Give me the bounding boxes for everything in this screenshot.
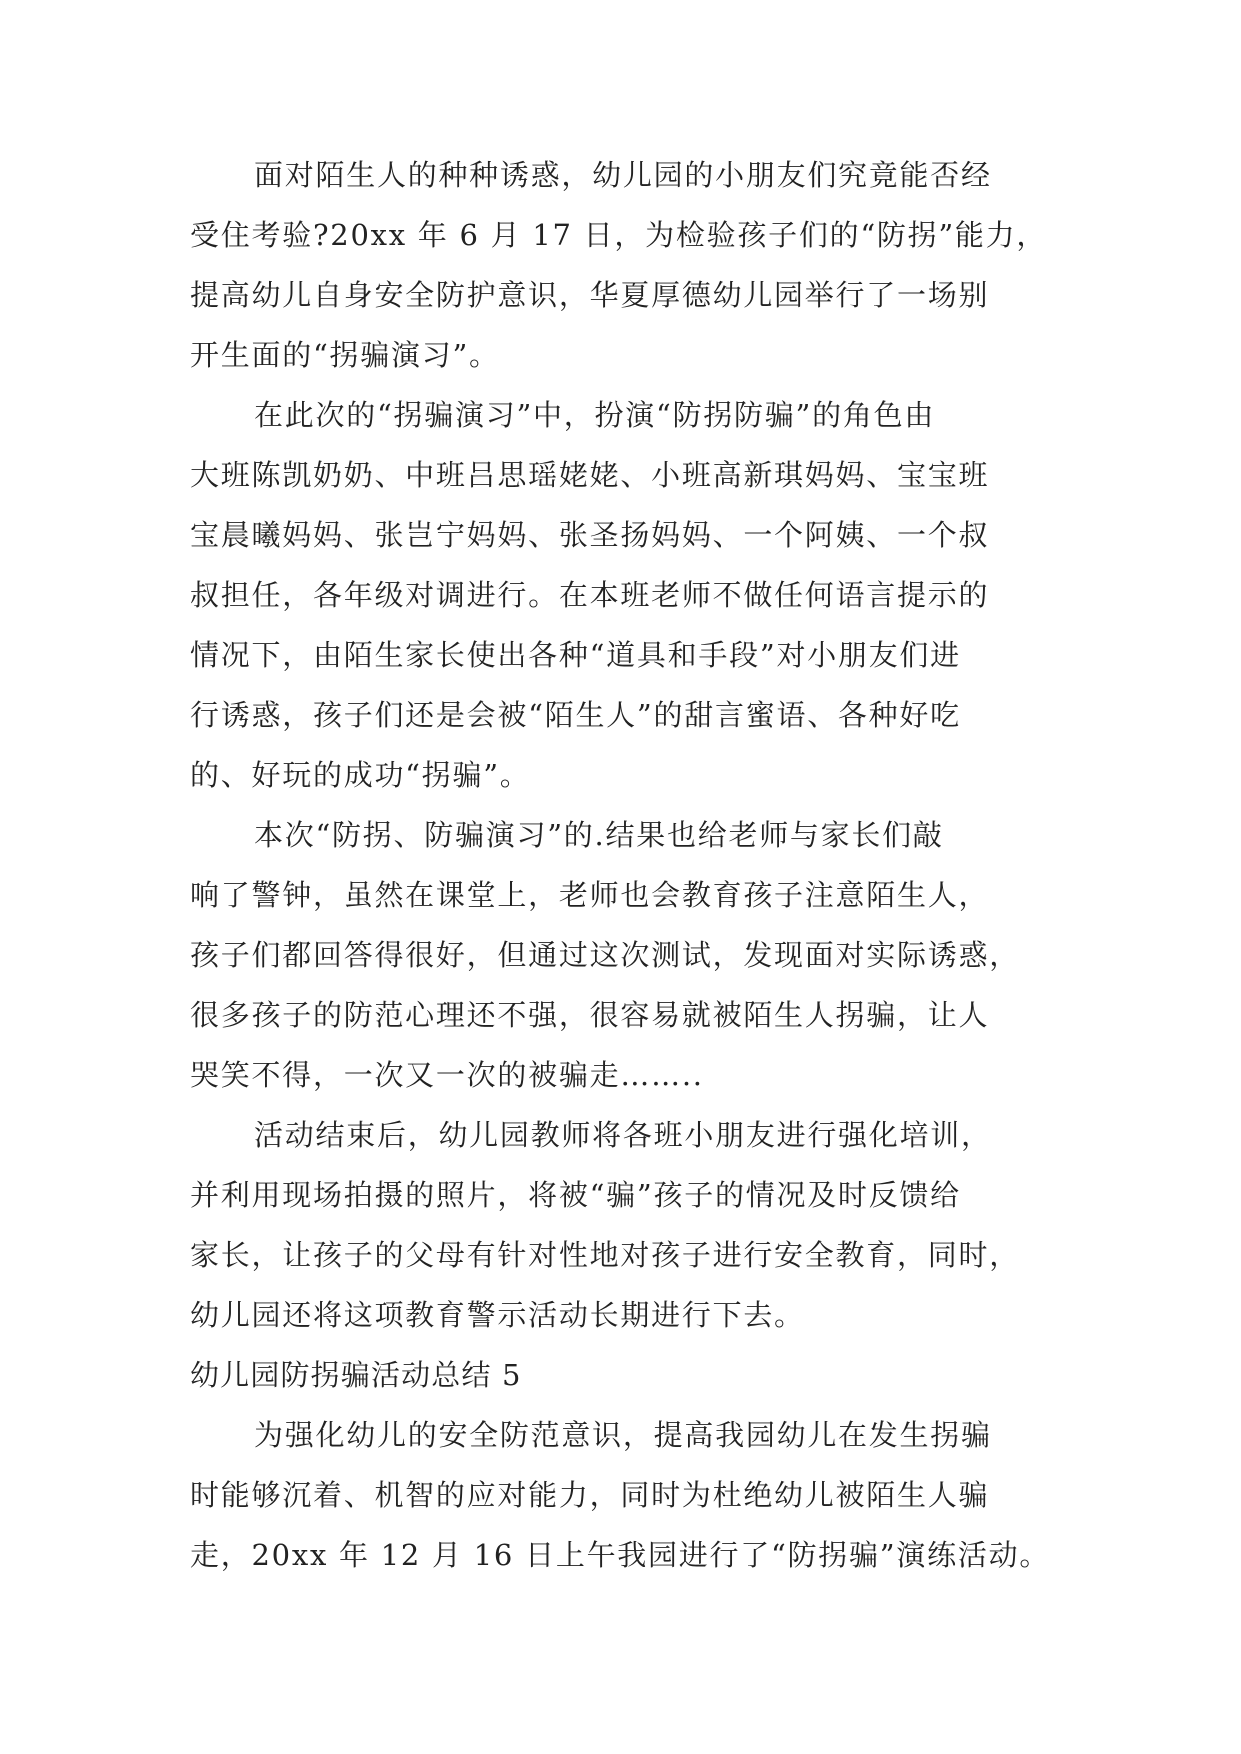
paragraph-line: 并利用现场拍摄的照片，将被“骗”孩子的情况及时反馈给 <box>190 1178 961 1212</box>
paragraph-line: 走，20xx 年 12 月 16 日上午我园进行了“防拐骗”演练活动。 <box>190 1538 1051 1572</box>
paragraph-line: 家长，让孩子的父母有针对性地对孩子进行安全教育，同时， <box>190 1238 1020 1272</box>
paragraph-4 <box>190 1120 1090 1330</box>
section-heading: 幼儿园防拐骗活动总结 5 <box>190 1358 522 1392</box>
paragraph-1 <box>190 160 1090 370</box>
paragraph-line: 活动结束后，幼儿园教师将各班小朋友进行强化培训， <box>254 1118 992 1152</box>
paragraph-line: 受住考验?20xx 年 6 月 17 日，为检验孩子们的“防拐”能力， <box>190 218 1048 252</box>
paragraph-line: 时能够沉着、机智的应对能力，同时为杜绝幼儿被陌生人骗 <box>190 1478 990 1512</box>
document-body <box>190 160 1090 1600</box>
paragraph-line: 行诱惑，孩子们还是会被“陌生人”的甜言蜜语、各种好吃 <box>190 698 961 732</box>
paragraph-line: 响了警钟，虽然在课堂上，老师也会教育孩子注意陌生人， <box>190 878 990 912</box>
paragraph-line: 本次“防拐、防骗演习”的.结果也给老师与家长们敲 <box>254 818 944 852</box>
paragraph-line: 哭笑不得，一次又一次的被骗走…….. <box>190 1058 704 1092</box>
paragraph-5 <box>190 1420 1090 1570</box>
paragraph-line: 提高幼儿自身安全防护意识，华夏厚德幼儿园举行了一场别 <box>190 278 990 312</box>
paragraph-line: 情况下，由陌生家长使出各种“道具和手段”对小朋友们进 <box>190 638 961 672</box>
paragraph-3 <box>190 820 1090 1090</box>
paragraph-line: 在此次的“拐骗演习”中，扮演“防拐防骗”的角色由 <box>254 398 936 432</box>
paragraph-line: 大班陈凯奶奶、中班吕思瑶姥姥、小班高新琪妈妈、宝宝班 <box>190 458 990 492</box>
paragraph-line: 面对陌生人的种种诱惑，幼儿园的小朋友们究竟能否经 <box>254 158 992 192</box>
paragraph-line: 开生面的“拐骗演习”。 <box>190 338 500 372</box>
paragraph-line: 叔担任，各年级对调进行。在本班老师不做任何语言提示的 <box>190 578 990 612</box>
paragraph-line: 宝晨曦妈妈、张岂宁妈妈、张圣扬妈妈、一个阿姨、一个叔 <box>190 518 990 552</box>
paragraph-line: 为强化幼儿的安全防范意识，提高我园幼儿在发生拐骗 <box>254 1418 992 1452</box>
paragraph-2 <box>190 400 1090 790</box>
paragraph-line: 很多孩子的防范心理还不强，很容易就被陌生人拐骗，让人 <box>190 998 990 1032</box>
paragraph-line: 幼儿园还将这项教育警示活动长期进行下去。 <box>190 1298 805 1332</box>
paragraph-line: 孩子们都回答得很好，但通过这次测试，发现面对实际诱惑， <box>190 938 1020 972</box>
paragraph-line: 的、好玩的成功“拐骗”。 <box>190 758 531 792</box>
